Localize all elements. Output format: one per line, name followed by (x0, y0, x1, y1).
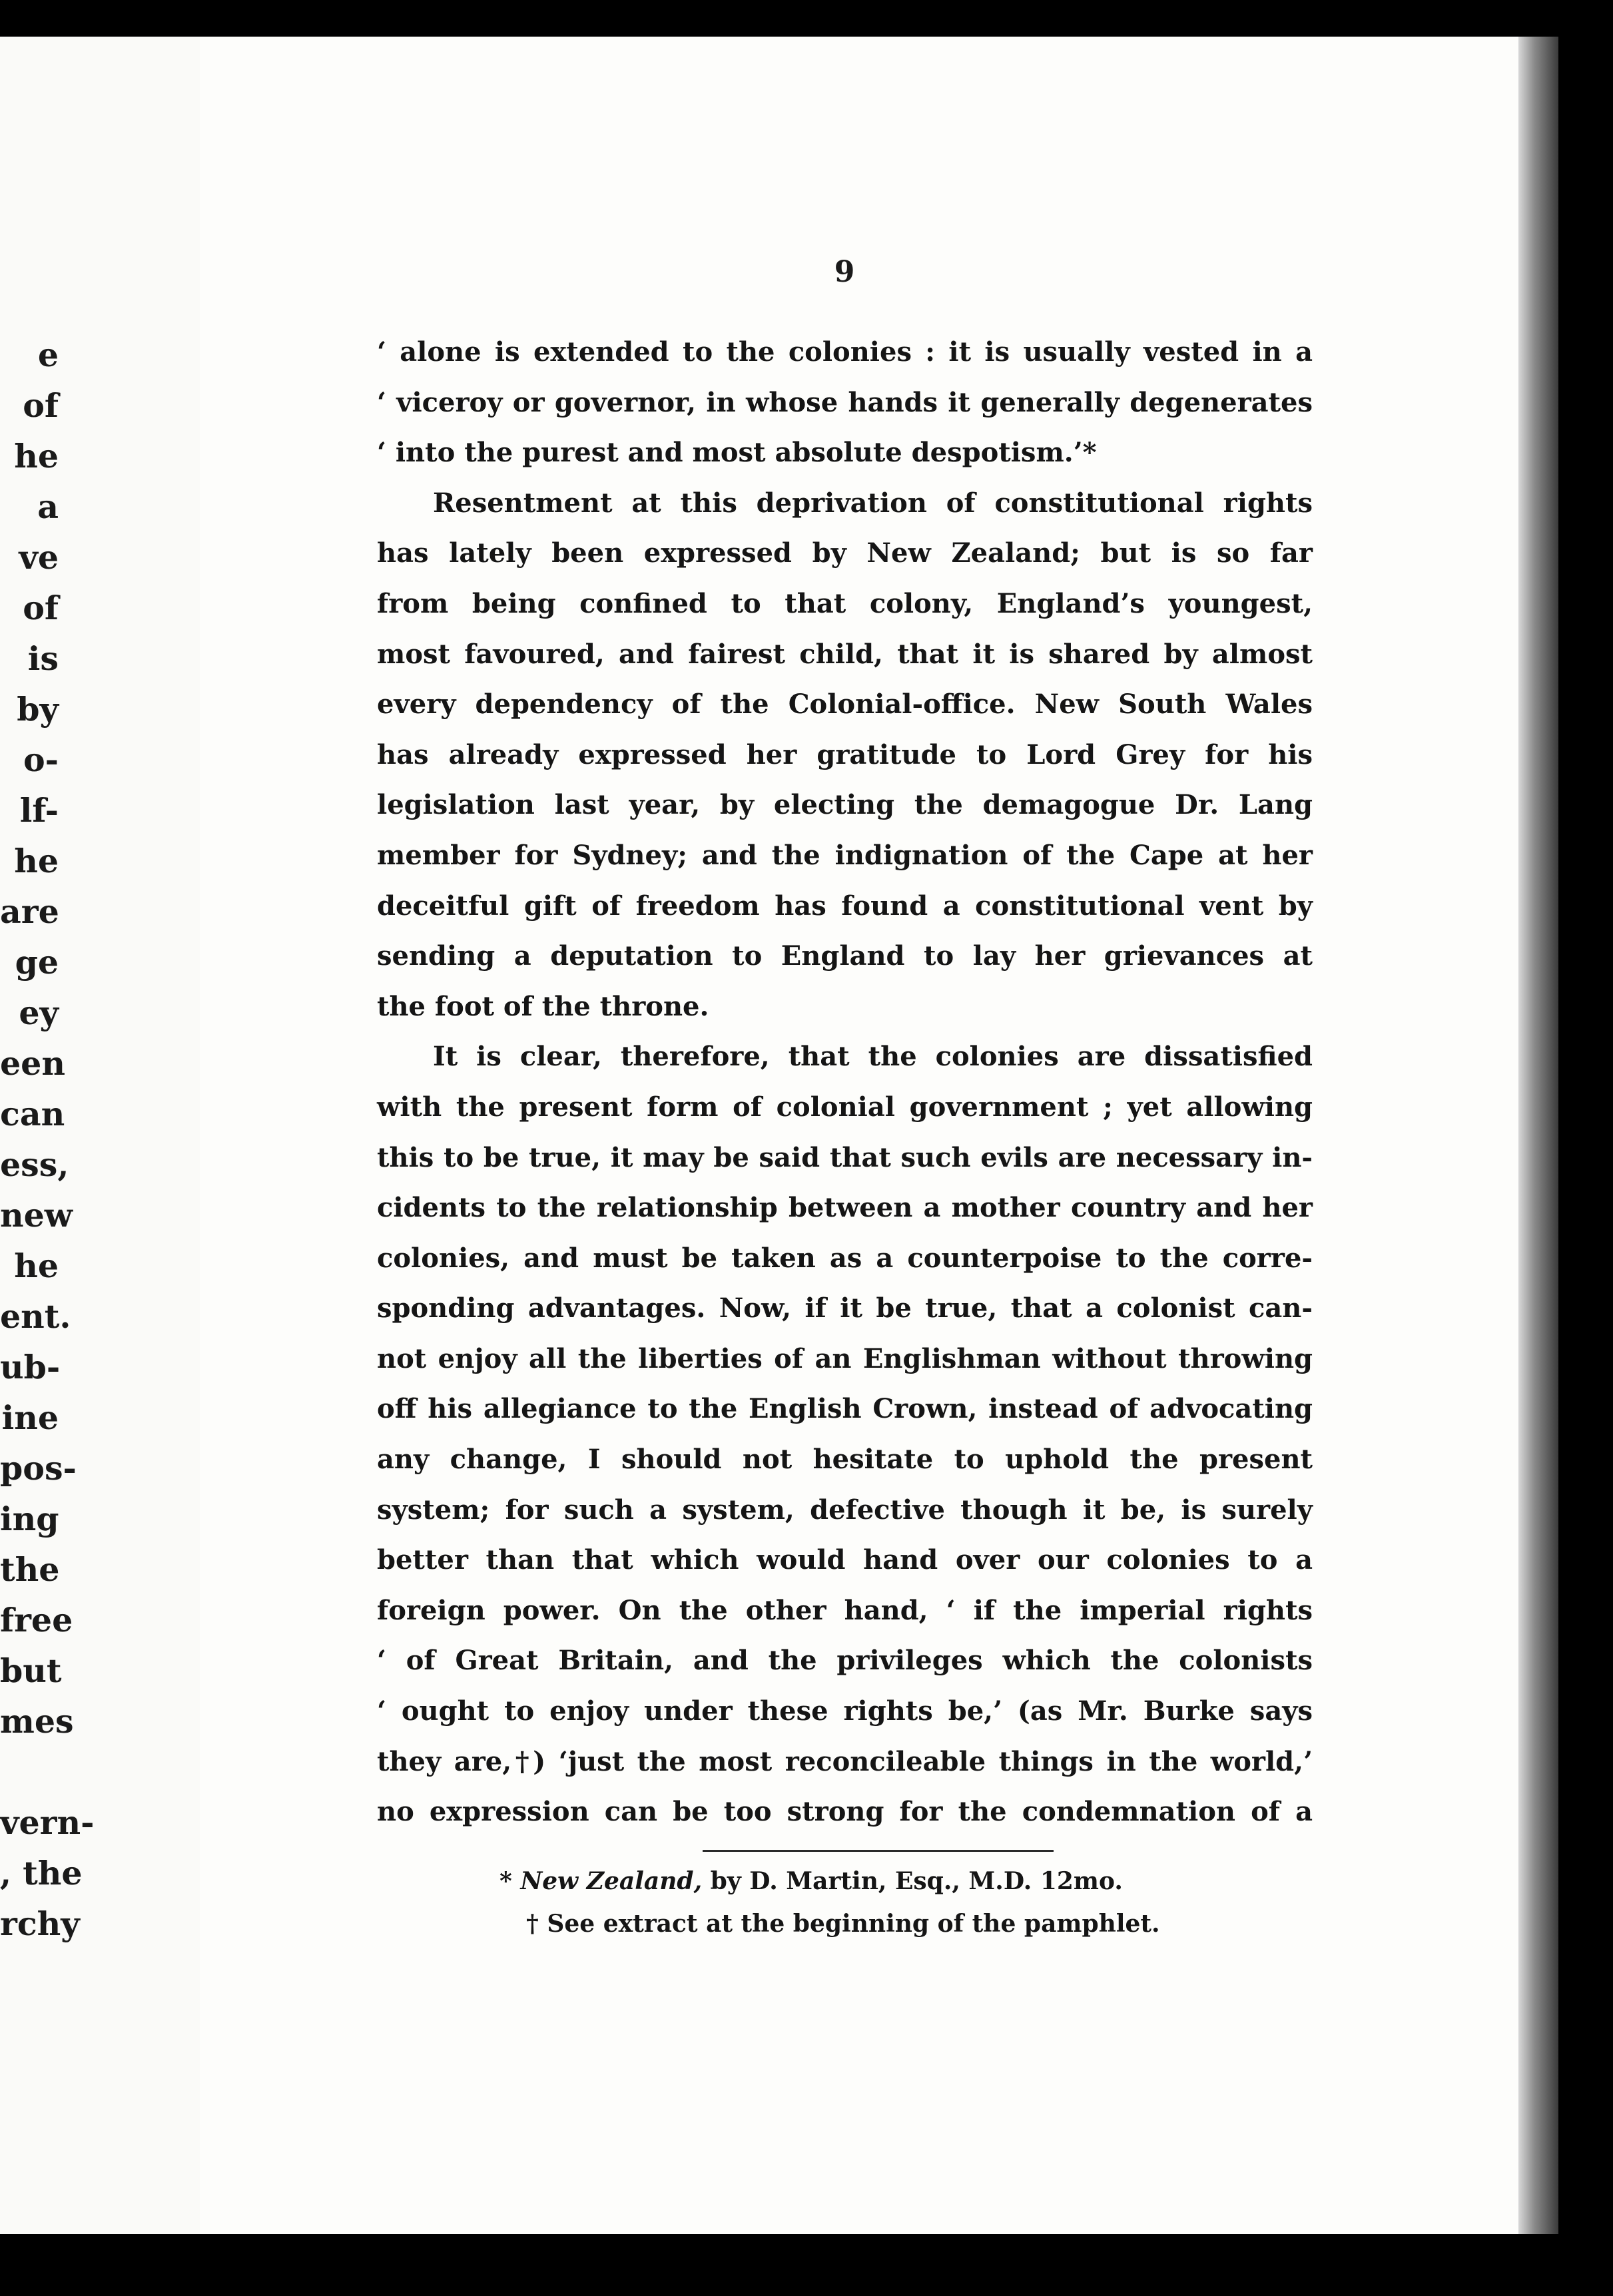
left-page-line: mes (0, 1702, 74, 1741)
text-line: they are,†) ‘just the most reconcileable things in the world,’ (377, 1745, 1313, 1777)
left-page-line (0, 1747, 59, 1797)
left-page-line: he (14, 437, 59, 475)
text-line: cidents to the relationship between a mother country and her (377, 1192, 1313, 1224)
left-page-line: can (0, 1095, 65, 1133)
left-page-line: e (37, 336, 59, 374)
text-line: every dependency of the Colonial-office. New South Wales (377, 689, 1313, 720)
left-page-line: of (23, 386, 59, 425)
left-page-line: lf- (19, 791, 59, 830)
text-line: better than that which would hand over our colonies to a (377, 1544, 1313, 1576)
left-page-line: a (37, 487, 59, 526)
left-page-line: he (14, 1247, 59, 1285)
text-line: the foot of the throne. (377, 990, 709, 1022)
left-page-line: pos- (0, 1449, 77, 1488)
text-line: ‘ into the purest and most absolute despotism.’* (377, 437, 1097, 469)
left-page-fragment (0, 37, 202, 2234)
left-page-line: ent. (0, 1297, 71, 1336)
text-line: foreign power. On the other hand, ‘ if the imperial rights (377, 1594, 1313, 1626)
page-number: 9 (834, 255, 855, 289)
text-line: system; for such a system, defective though it be, is surely (377, 1494, 1313, 1526)
text-line: this to be true, it may be said that such evils are necessary in- (377, 1141, 1313, 1173)
footnote-1 (499, 1860, 1232, 1902)
text-line: no expression can be too strong for the condemnation of a (377, 1796, 1313, 1828)
text-line: any change, I should not hesitate to uphold the present (377, 1444, 1313, 1476)
text-line: member for Sydney; and the indignation of the Cape at her (377, 839, 1313, 871)
text-line: ‘ viceroy or governor, in whose hands it generally degenerates (377, 386, 1313, 418)
left-page-line: ge (15, 943, 59, 982)
footnote-rule (703, 1850, 1054, 1852)
footnotes (499, 1860, 1232, 1945)
left-page-line: o- (23, 740, 59, 779)
left-page-line: rchy (0, 1904, 80, 1943)
footnote-1-marker: * (499, 1867, 512, 1895)
left-page-line: free (0, 1601, 73, 1639)
text-line: sponding advantages. Now, if it be true, that a colonist can- (377, 1292, 1313, 1324)
left-page-line: new (0, 1196, 73, 1235)
text-line: has lately been expressed by New Zealand; but is so far (377, 537, 1313, 569)
left-page-line: by (17, 690, 59, 728)
left-page-line: ve (19, 538, 59, 577)
text-line: colonies, and must be taken as a counterpoise to the corre- (377, 1242, 1313, 1274)
text-line: most favoured, and fairest child, that it is shared by almost (377, 638, 1313, 670)
left-page-line: ess, (0, 1145, 69, 1184)
text-line: with the present form of colonial government ; yet allowing (377, 1091, 1313, 1123)
left-page-line: ing (0, 1500, 59, 1538)
left-page-line: ine (1, 1398, 59, 1437)
text-line: legislation last year, by electing the demagogue Dr. Lang (377, 789, 1313, 821)
left-page-line: the (0, 1550, 60, 1589)
text-line: Resentment at this deprivation of constitutional rights (433, 487, 1313, 519)
text-line: ‘ alone is extended to the colonies : it is usually vested in a (377, 336, 1313, 368)
text-line: sending a deputation to England to lay her grievances at (377, 940, 1313, 972)
left-page-line: of (23, 589, 59, 627)
text-line: not enjoy all the liberties of an Englishman without throwing (377, 1342, 1313, 1374)
text-line: off his allegiance to the English Crown, instead of advocating (377, 1393, 1313, 1425)
left-page-line: but (0, 1651, 62, 1690)
footnote-1-text: by D. Martin, Esq., M.D. 12mo. (702, 1867, 1123, 1895)
text-line: It is clear, therefore, that the colonies are dissatisfied (433, 1041, 1313, 1073)
text-line: has already expressed her gratitude to Lord Grey for his (377, 738, 1313, 770)
left-page-line: is (27, 639, 59, 678)
left-page-line: ub- (0, 1348, 61, 1386)
text-line: ‘ of Great Britain, and the privileges which the colonists (377, 1645, 1313, 1677)
page-edge (1518, 37, 1558, 2234)
left-page-line: are (0, 892, 59, 931)
left-page-line: he (14, 842, 59, 880)
body-text (377, 327, 1313, 1837)
left-page-line: vern- (0, 1803, 95, 1842)
footnote-2: † See extract at the beginning of the pamphlet. (526, 1910, 1160, 1938)
text-line: ‘ ought to enjoy under these rights be,’ (as Mr. Burke says (377, 1695, 1313, 1727)
text-line: from being confined to that colony, England’s youngest, (377, 587, 1313, 619)
left-page-text (0, 330, 95, 1949)
text-line: deceitful gift of freedom has found a constitutional vent by (377, 890, 1313, 922)
left-page-line: een (0, 1044, 65, 1083)
left-page-line: ey (19, 994, 59, 1032)
left-page-line: , the (0, 1854, 83, 1892)
footnote-1-title: New Zealand, (520, 1867, 703, 1895)
